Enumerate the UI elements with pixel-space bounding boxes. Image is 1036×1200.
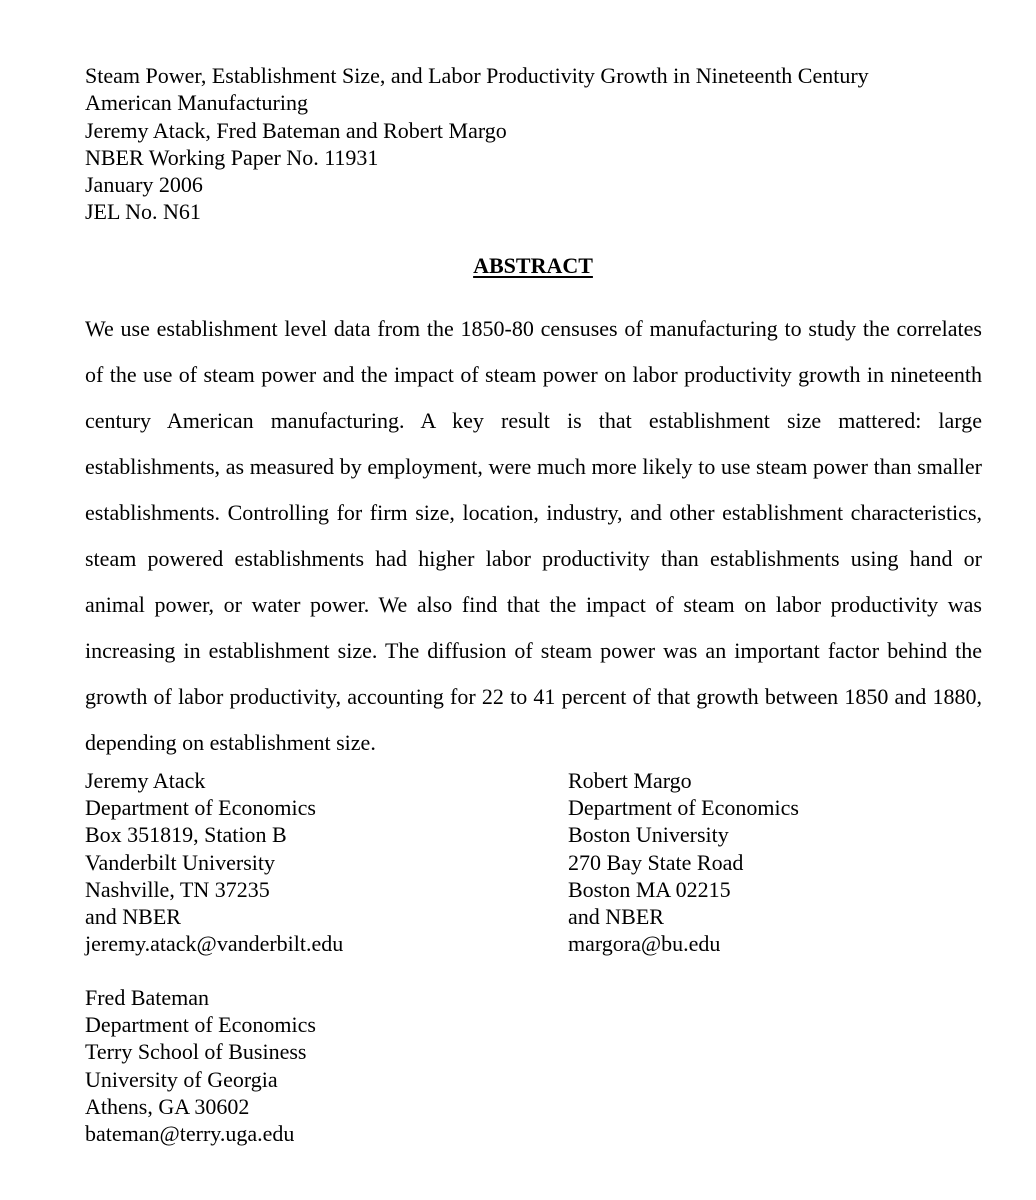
address-block-margo <box>568 767 799 957</box>
address-line: University of Georgia <box>85 1066 278 1092</box>
address-line: Department of Economics <box>85 1012 316 1038</box>
address-line: Nashville, TN 37235 <box>85 876 270 902</box>
paper-date: January 2006 <box>85 172 203 198</box>
address-line: and NBER <box>85 904 181 930</box>
address-line: Boston MA 02215 <box>568 876 731 902</box>
address-block-atack <box>85 767 343 957</box>
address-line: Box 351819, Station B <box>85 822 287 848</box>
address-line: Department of Economics <box>568 795 799 821</box>
address-block-bateman <box>85 984 316 1147</box>
address-line: 270 Bay State Road <box>568 849 744 875</box>
author-name: Robert Margo <box>568 768 692 793</box>
paper-title-line-1: Steam Power, Establishment Size, and Labor Productivity Growth in Nineteenth Century <box>85 63 869 88</box>
author-email: jeremy.atack@vanderbilt.edu <box>85 931 344 957</box>
paper-authors: Jeremy Atack, Fred Bateman and Robert Margo <box>85 117 507 143</box>
author-name: Jeremy Atack <box>85 768 206 793</box>
abstract-heading: ABSTRACT <box>473 253 593 278</box>
address-line: Terry School of Business <box>85 1039 307 1065</box>
address-line: and NBER <box>568 904 664 930</box>
author-email: bateman@terry.uga.edu <box>85 1121 295 1147</box>
address-line: Vanderbilt University <box>85 849 276 875</box>
address-line: Department of Economics <box>85 795 316 821</box>
paper-header <box>85 62 985 226</box>
paper-jel-code: JEL No. N61 <box>85 199 201 225</box>
address-line: Athens, GA 30602 <box>85 1093 250 1119</box>
address-line: Boston University <box>568 822 729 848</box>
paper-series: NBER Working Paper No. 11931 <box>85 144 379 170</box>
abstract-body: We use establishment level data from the 1850-80 censuses of manufacturing to study the correlates of the use of steam power and the impact of steam power on labor productivity growth in nineteenth century American manufacturing. A key result is that establishment size mattered: large establishments, as measured by employment, were much more likely to use steam power than smaller establishments. Controlling for firm size, location, industry, and other establishment characteristics, steam powered establishments had higher labor productivity than establishments using hand or animal power, or water power. We also find that the impact of steam on labor productivity was increasing in establishment size. The diffusion of steam power was an important factor behind the growth of labor productivity, accounting for 22 to 41 percent of that growth between 1850 and 1880, depending on establishment size. <box>85 316 982 755</box>
author-email: margora@bu.edu <box>568 931 721 957</box>
author-name: Fred Bateman <box>85 985 210 1010</box>
paper-title-line-2: American Manufacturing <box>85 90 308 116</box>
